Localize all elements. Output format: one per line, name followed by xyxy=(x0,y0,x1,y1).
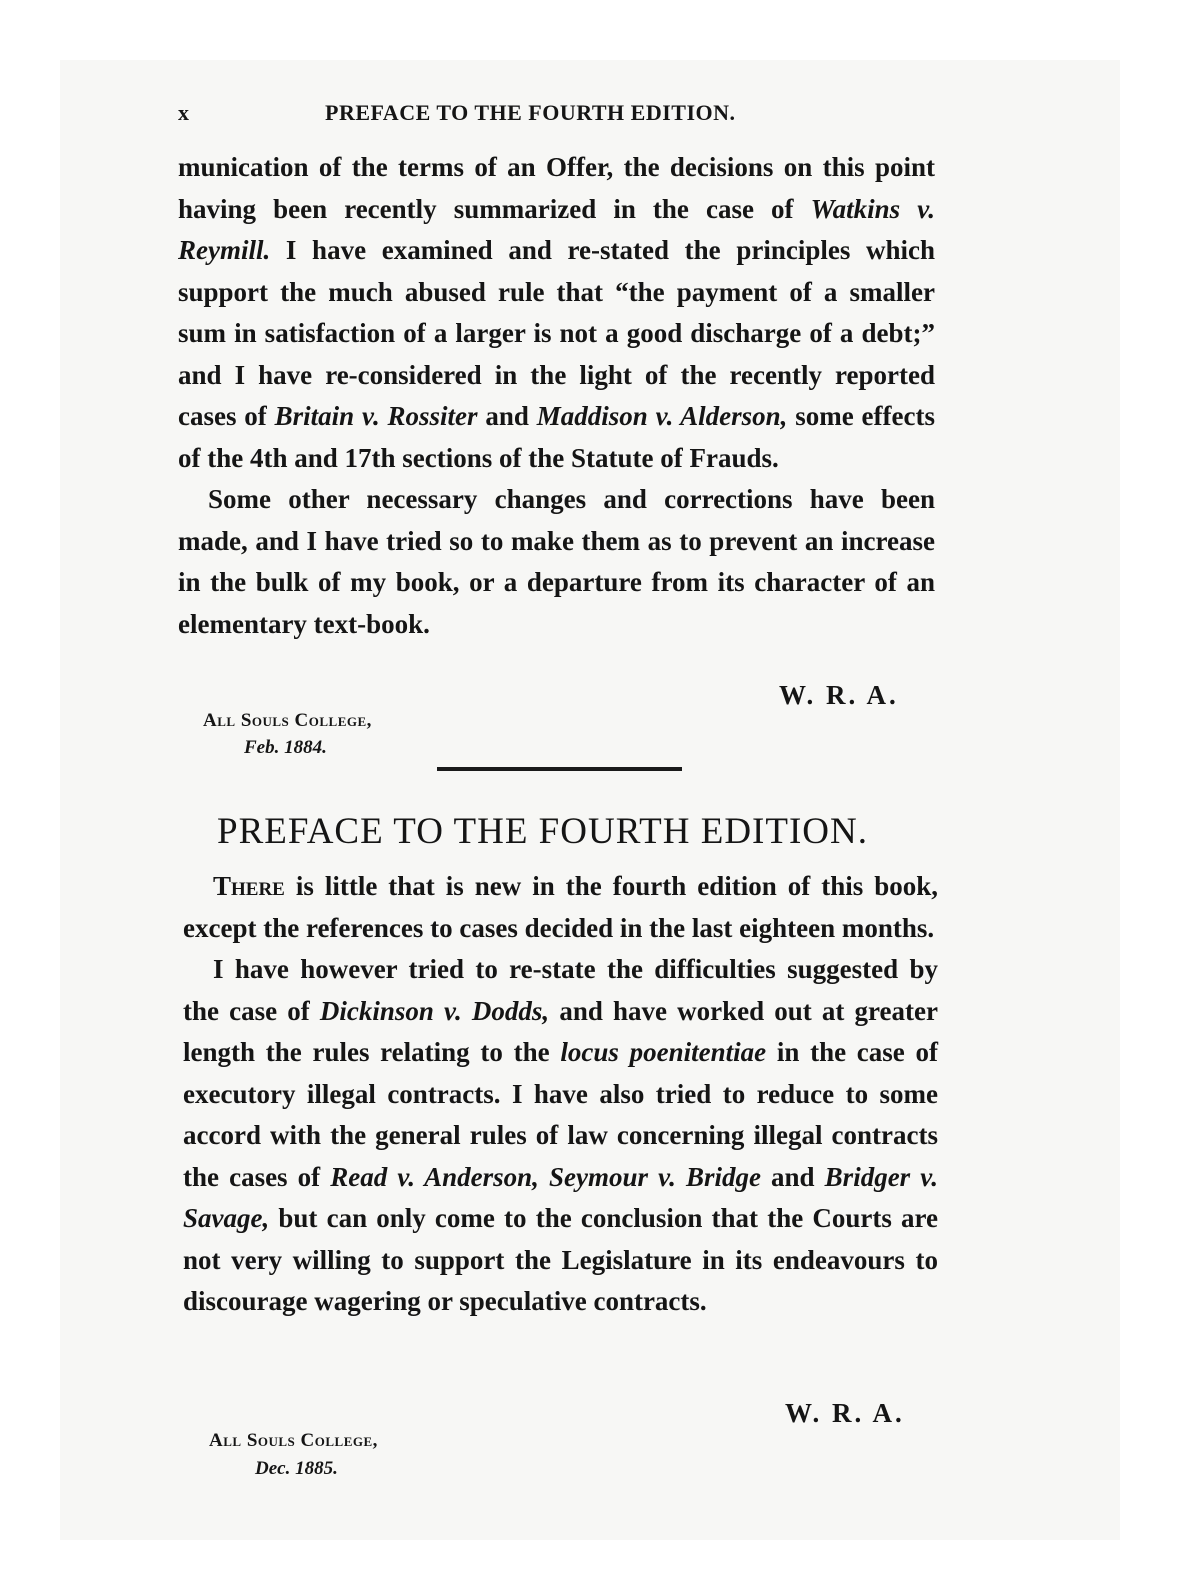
third-edition-paragraph-1 xyxy=(178,147,935,479)
case-citation: Maddison v. Alderson, xyxy=(536,401,788,431)
opening-word: There xyxy=(213,871,285,901)
signature-initials: W. R. A. xyxy=(779,680,899,710)
latin-phrase: locus poenitentiae xyxy=(560,1037,767,1067)
signature-initials: W. R. A. xyxy=(785,1398,905,1428)
case-citation: Seymour v. Bridge xyxy=(549,1161,761,1192)
text-run: and xyxy=(477,401,537,431)
text-run: some effects of the 4th and 17th sections of the Statute of Frauds. xyxy=(178,401,935,473)
section-divider xyxy=(437,767,682,771)
running-head-title: PREFACE TO THE FOURTH EDITION. xyxy=(325,100,736,125)
fourth-edition-paragraph-2 xyxy=(183,949,938,1323)
college-name: All Souls College, xyxy=(203,710,372,731)
text-run xyxy=(539,1162,549,1192)
text-run: and have worked out at greater length the rules relating to the xyxy=(183,995,938,1067)
text-run: I have examined and re-stated the principles which support the much abused rule that “the payment of a smaller sum in satisfaction of a larger is not a good discharge of a debt;” and I have re-considered in the light of the recently reported cases of xyxy=(178,235,935,431)
preface-date: Feb. 1884. xyxy=(244,737,327,758)
fourth-edition-text xyxy=(183,866,938,1323)
college-name: All Souls College, xyxy=(209,1430,378,1451)
page-number: x xyxy=(178,100,190,125)
running-head xyxy=(170,100,960,130)
case-citation: Bridger v. Savage, xyxy=(183,1161,939,1233)
third-edition-paragraph-2: Some other necessary changes and corrections have been made, and I have tried so to make them as to prevent an increase in the bulk of my book, or a departure from its character of an elementary text-book. xyxy=(178,484,935,639)
text-run: I have however tried to re-state the difficulties suggested by the case of xyxy=(183,954,938,1026)
preface-date: Dec. 1885. xyxy=(255,1458,338,1479)
case-citation: Watkins v. Reymill. xyxy=(178,193,935,265)
text-run: is little that is new in the fourth edition of this book, except the references to cases decided in the last eighteen months. xyxy=(183,871,938,943)
third-edition-text xyxy=(178,147,935,645)
text-run: in the case of executory illegal contracts. I have also tried to reduce to some accord with the general rules of law concerning illegal contracts the cases of xyxy=(183,1037,938,1192)
fourth-edition-paragraph-1 xyxy=(183,866,938,949)
case-citation: Dickinson v. Dodds, xyxy=(319,995,550,1026)
case-citation: Britain v. Rossiter xyxy=(274,401,478,431)
case-citation: Read v. Anderson, xyxy=(330,1161,539,1192)
text-run: and xyxy=(760,1161,825,1192)
section-heading: PREFACE TO THE FOURTH EDITION. xyxy=(217,811,868,852)
text-run: but can only come to the conclusion that the Courts are not very willing to support the Legislature in its endeavours to discourage wagering or speculative contracts. xyxy=(183,1203,938,1316)
text-run: munication of the terms of an Offer, the decisions on this point having been recently summarized in the case of xyxy=(178,152,935,224)
